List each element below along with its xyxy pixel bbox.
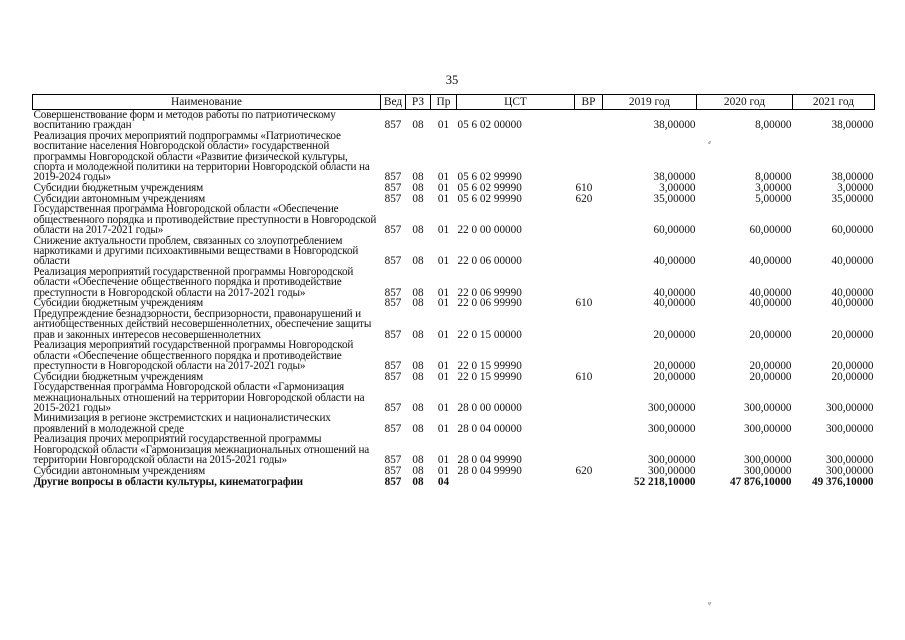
row-2019-cell: 300,00000: [647, 401, 696, 414]
row-vr-cell: [575, 434, 603, 465]
row-pr-cell: 01: [437, 286, 450, 299]
row-rz-cell: 08: [412, 224, 424, 237]
row-cst-cell: 22 0 15 00000: [457, 328, 522, 341]
row-cst-cell: [457, 476, 575, 487]
row-vr-cell: 610: [575, 370, 593, 383]
row-2020-cell: 20,00000: [749, 370, 792, 383]
row-rz-cell: 08: [412, 255, 424, 268]
row-2019-cell: 20,00000: [653, 370, 696, 383]
budget-table: [32, 94, 875, 487]
row-2021-cell: 300,00000: [825, 464, 874, 477]
row-2019-cell: 300,00000: [647, 453, 696, 466]
row-ved-cell: 857: [384, 182, 402, 195]
row-ved-cell: 857: [384, 328, 402, 341]
row-ved-cell: 857: [384, 359, 402, 372]
row-2019-cell: 40,00000: [653, 255, 696, 268]
header-2019: 2019 год: [603, 95, 697, 110]
table-row: [33, 267, 875, 298]
row-vr-cell: [575, 110, 603, 131]
row-cst-cell: 05 6 02 99990: [457, 171, 522, 184]
row-pr-cell: 01: [437, 119, 450, 132]
row-ved-cell: 857: [384, 475, 402, 488]
row-2020-cell: 40,00000: [749, 297, 792, 310]
row-ved-cell: 857: [384, 193, 402, 206]
row-vr-cell: 610: [575, 182, 593, 195]
row-name-cell: Реализация мероприятий государственной программы Новгородской области «Обеспечение общественного порядка и противодействие преступности в Новгородской области на 2017-2021 годы»: [33, 265, 354, 299]
row-2019-cell: 40,00000: [653, 286, 696, 299]
table-row: [33, 476, 875, 487]
row-pr-cell: 01: [437, 171, 450, 184]
row-name-cell: Минимизация в регионе экстремистских и националистических проявлений в молодежной среде: [33, 412, 331, 435]
row-vr-cell: [575, 476, 603, 487]
header-rz: РЗ: [406, 95, 431, 110]
row-cst-cell: 22 0 00 00000: [457, 224, 522, 237]
row-pr-cell: 01: [437, 182, 450, 195]
row-cst-cell: 22 0 15 99990: [457, 359, 522, 372]
row-ved-cell: 857: [384, 286, 402, 299]
row-rz-cell: 08: [412, 475, 424, 488]
row-rz-cell: 08: [412, 453, 424, 466]
row-rz-cell: 08: [412, 359, 424, 372]
header-2021: 2021 год: [793, 95, 875, 110]
row-2021-cell: 40,00000: [831, 255, 874, 268]
margin-mark-icon: ᵠ: [708, 599, 712, 609]
row-name-cell: Реализация прочих мероприятий государственной программы Новгородской области «Гармонизация межнациональных отношений на территории Новгородской области на 2015-2021 годы»: [33, 433, 370, 466]
row-vr-cell: 620: [575, 193, 593, 206]
row-rz-cell: 08: [412, 171, 424, 184]
row-name-cell: Субсидии бюджетным учреждениям: [33, 297, 204, 310]
row-pr-cell: 01: [437, 401, 450, 414]
page-number: 35: [445, 73, 459, 87]
row-2021-cell: 40,00000: [831, 286, 874, 299]
row-ved-cell: 857: [384, 401, 402, 414]
row-2021-cell: 20,00000: [831, 328, 874, 341]
row-vr-cell: [575, 340, 603, 371]
row-ved-cell: 857: [384, 255, 402, 268]
margin-mark-icon: ⸗: [708, 137, 711, 147]
row-pr-cell: 01: [437, 453, 450, 466]
row-vr-cell: [575, 413, 603, 434]
row-rz-cell: 08: [412, 182, 424, 195]
row-vr-cell: [575, 204, 603, 235]
row-ved-cell: 857: [384, 453, 402, 466]
table-row: [33, 465, 875, 476]
row-name-cell: Государственная программа Новгородской области «Гармонизация межнациональных отношений на территории Новгородской области на 2015-2021 годы»: [33, 381, 365, 414]
row-cst-cell: 28 0 04 00000: [457, 422, 522, 435]
row-cst-cell: 05 6 02 00000: [457, 119, 522, 132]
row-name-cell: Снижение актуальности проблем, связанных со злоупотреблением наркотиками и другими психоактивными веществами в Новгородской области: [33, 234, 359, 268]
row-cst-cell: 22 0 06 99990: [457, 297, 522, 310]
row-name-cell: Субсидии автономным учреждениям: [33, 193, 206, 206]
row-2019-cell: 38,00000: [653, 119, 696, 132]
row-2020-cell: 20,00000: [749, 328, 792, 341]
row-vr-cell: [575, 309, 603, 340]
row-2020-cell: 300,00000: [743, 422, 792, 435]
table-row: [33, 183, 875, 194]
row-2021-cell: 60,00000: [831, 224, 874, 237]
row-2020-cell: 300,00000: [743, 401, 792, 414]
table-row: [33, 434, 875, 465]
table-row: [33, 413, 875, 434]
row-name-cell: Совершенствование форм и методов работы по патриотическому воспитанию граждан: [33, 109, 336, 132]
row-pr-cell: 01: [437, 422, 450, 435]
row-2021-cell: 20,00000: [831, 359, 874, 372]
row-2019-cell: 60,00000: [653, 224, 696, 237]
row-cst-cell: 28 0 04 99990: [457, 453, 522, 466]
row-cst-cell: 05 6 02 99990: [457, 193, 522, 206]
row-ved-cell: 857: [384, 297, 402, 310]
row-2021-cell: 300,00000: [825, 422, 874, 435]
table-row: [33, 110, 875, 131]
header-cst: ЦСТ: [457, 95, 575, 110]
header-pr: Пр: [431, 95, 457, 110]
row-pr-cell: 01: [437, 297, 450, 310]
row-cst-cell: 28 0 04 99990: [457, 464, 522, 477]
header-ved: Вед: [381, 95, 406, 110]
row-rz-cell: 08: [412, 286, 424, 299]
row-2019-cell: 20,00000: [653, 359, 696, 372]
row-pr-cell: 01: [437, 328, 450, 341]
header-name: Наименование: [33, 95, 381, 110]
row-2021-cell: 300,00000: [825, 453, 874, 466]
row-pr-cell: 01: [437, 370, 450, 383]
row-2019-cell: 38,00000: [653, 171, 696, 184]
row-2020-cell: 300,00000: [743, 464, 792, 477]
row-pr-cell: 01: [437, 193, 450, 206]
row-2021-cell: 3,00000: [837, 182, 874, 195]
row-ved-cell: 857: [384, 171, 402, 184]
row-vr-cell: [575, 236, 603, 267]
row-vr-cell: 620: [575, 464, 593, 477]
row-name-cell: Реализация прочих мероприятий подпрограммы «Патриотическое воспитание населения Новгородской области» государственной программы Новгородской области «Развитие физической культуры, спорта и молодежной политики на территории Новгородской области на 2019-2024 годы»: [33, 129, 370, 184]
row-pr-cell: 01: [437, 224, 450, 237]
row-rz-cell: 08: [412, 328, 424, 341]
row-2019-cell: 3,00000: [659, 182, 696, 195]
row-name-cell: Субсидии бюджетным учреждениям: [33, 370, 204, 383]
row-pr-cell: 01: [437, 359, 450, 372]
row-cst-cell: 05 6 02 99990: [457, 182, 522, 195]
row-2019-cell: 40,00000: [653, 297, 696, 310]
row-2019-cell: 300,00000: [647, 422, 696, 435]
header-2020: 2020 год: [697, 95, 793, 110]
row-2020-cell: 47 876,10000: [729, 475, 792, 488]
row-rz-cell: 08: [412, 370, 424, 383]
row-vr-cell: [575, 131, 603, 183]
row-name-cell: Предупреждение безнадзорности, беспризорности, правонарушений и антиобщественных действий несовершеннолетних, обеспечение защиты прав и законных интересов несовершеннолетних: [33, 307, 372, 341]
row-2021-cell: 35,00000: [831, 193, 874, 206]
row-2020-cell: 3,00000: [755, 182, 792, 195]
row-rz-cell: 08: [412, 119, 424, 132]
row-vr-cell: 610: [575, 297, 593, 310]
row-name-cell: Государственная программа Новгородской области «Обеспечение общественного порядка и противодействие преступности в Новгородской области на 2017-2021 годы»: [33, 203, 377, 237]
row-2020-cell: 20,00000: [749, 359, 792, 372]
row-name-cell: Субсидии автономным учреждениям: [33, 464, 206, 477]
row-2019-cell: 300,00000: [647, 464, 696, 477]
row-2021-cell: 300,00000: [825, 401, 874, 414]
row-name-cell: Субсидии бюджетным учреждениям: [33, 182, 204, 195]
header-vr: ВР: [575, 95, 603, 110]
row-cst-cell: 28 0 00 00000: [457, 401, 522, 414]
row-ved-cell: 857: [384, 422, 402, 435]
row-2019-cell: 20,00000: [653, 328, 696, 341]
row-name-cell: Реализация мероприятий государственной программы Новгородской области «Обеспечение общественного порядка и противодействие преступности в Новгородской области на 2017-2021 годы»: [33, 339, 354, 372]
row-rz-cell: 08: [412, 464, 424, 477]
row-2020-cell: 40,00000: [749, 286, 792, 299]
row-ved-cell: 857: [384, 370, 402, 383]
row-2021-cell: 20,00000: [831, 370, 874, 383]
table-row: [33, 131, 875, 183]
row-pr-cell: 04: [437, 475, 450, 488]
table-header-row: [33, 95, 875, 110]
row-cst-cell: 22 0 06 00000: [457, 255, 522, 268]
row-rz-cell: 08: [412, 193, 424, 206]
row-cst-cell: 22 0 06 99990: [457, 286, 522, 299]
table-row: [33, 309, 875, 340]
row-2020-cell: 40,00000: [749, 255, 792, 268]
table-row: [33, 236, 875, 267]
row-pr-cell: 01: [437, 255, 450, 268]
row-2019-cell: 52 218,10000: [633, 475, 696, 488]
row-2021-cell: 49 376,10000: [811, 475, 874, 488]
row-ved-cell: 857: [384, 224, 402, 237]
row-vr-cell: [575, 382, 603, 413]
row-2021-cell: 40,00000: [831, 297, 874, 310]
row-rz-cell: 08: [412, 422, 424, 435]
row-2021-cell: 38,00000: [831, 119, 874, 132]
table-body: [33, 110, 875, 487]
table-row: [33, 340, 875, 371]
row-cst-cell: 22 0 15 99990: [457, 370, 522, 383]
row-2020-cell: 60,00000: [749, 224, 792, 237]
row-ved-cell: 857: [384, 464, 402, 477]
row-rz-cell: 08: [412, 401, 424, 414]
row-rz-cell: 08: [412, 297, 424, 310]
row-2019-cell: 35,00000: [653, 193, 696, 206]
row-2020-cell: 8,00000: [755, 119, 792, 132]
row-name-cell: Другие вопросы в области культуры, кинематографии: [33, 475, 303, 488]
row-2020-cell: 300,00000: [743, 453, 792, 466]
row-2020-cell: 5,00000: [755, 193, 792, 206]
row-vr-cell: [575, 267, 603, 298]
row-pr-cell: 01: [437, 464, 450, 477]
row-2021-cell: 38,00000: [831, 171, 874, 184]
row-ved-cell: 857: [384, 119, 402, 132]
table-row: [33, 382, 875, 413]
table-row: [33, 204, 875, 235]
row-2020-cell: 8,00000: [755, 171, 792, 184]
